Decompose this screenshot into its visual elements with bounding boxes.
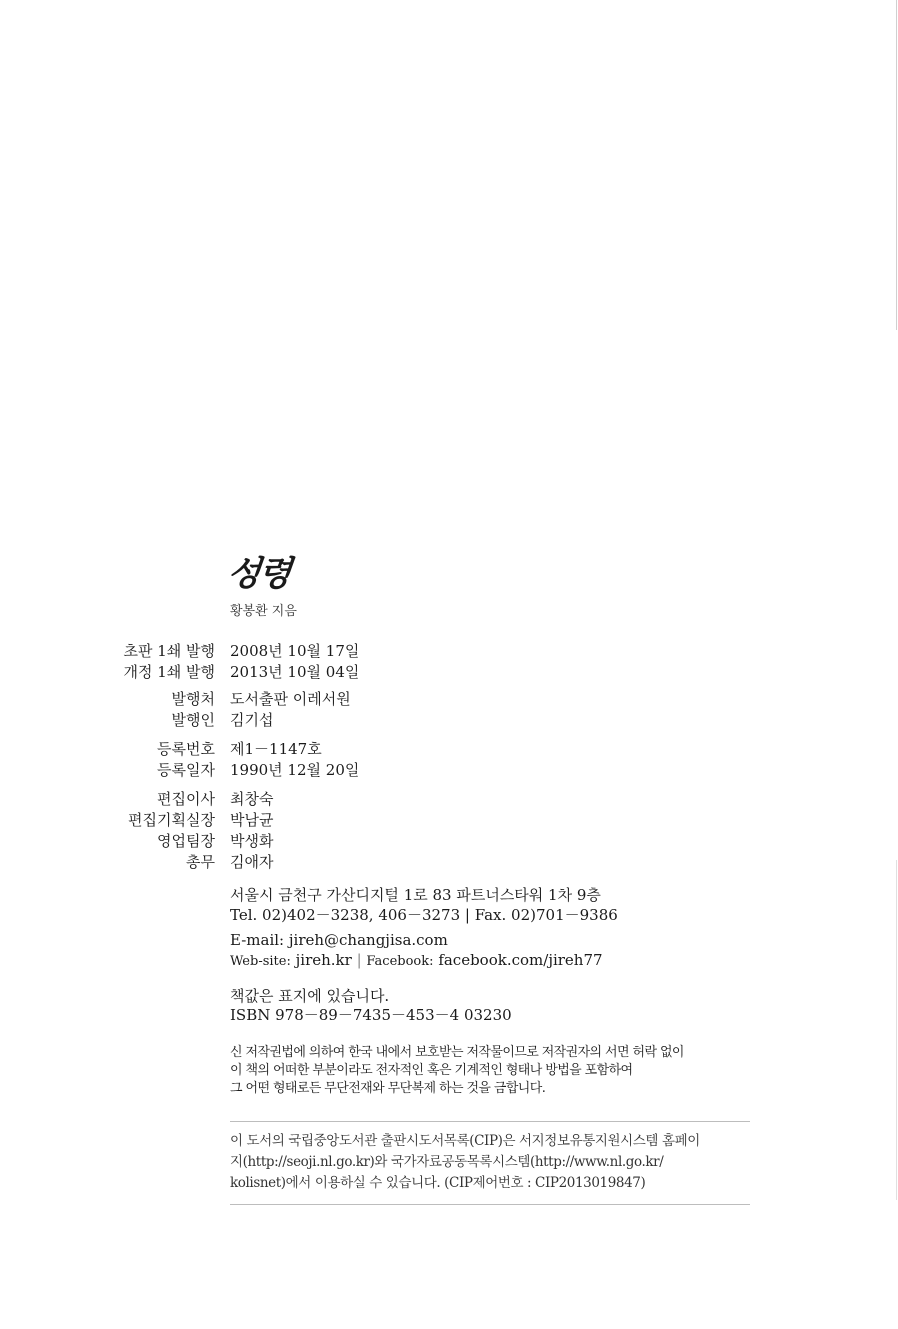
colophon-row: [0, 759, 700, 781]
colophon-row: [0, 688, 700, 710]
isbn: ISBN 978－89－7435－453－4 03230: [230, 1006, 512, 1024]
colophon-value: 2008년 10월 17일: [230, 642, 360, 660]
price-note: 책값은 표지에 있습니다.: [230, 987, 390, 1005]
facebook-link[interactable]: facebook.com/jireh77: [438, 951, 603, 969]
cip-notice: [230, 1131, 750, 1194]
author-line: 황봉환 지음: [230, 604, 297, 619]
colophon-label: 총무: [186, 853, 215, 871]
book-title-logo: 성령: [225, 554, 292, 594]
colophon-label: 등록일자: [157, 761, 215, 779]
web-link[interactable]: jireh.kr: [295, 951, 352, 969]
colophon-label: 개정 1쇄 발행: [123, 663, 215, 681]
colophon-label: 영업팀장: [157, 832, 215, 850]
colophon-row: [0, 830, 700, 852]
colophon-label: 등록번호: [157, 740, 215, 758]
cip-line: 지(http://seoji.nl.go.kr)와 국가자료공동목록시스템(http://www.nl.go.kr/: [230, 1154, 664, 1170]
copyright-line: 그 어떤 형태로든 무단전재와 무단복제 하는 것을 금합니다.: [230, 1081, 546, 1096]
copyright-line: 이 책의 어떠한 부분이라도 전자적인 혹은 기계적인 형태나 방법을 포함하여: [230, 1063, 633, 1078]
colophon-value: 박생화: [230, 832, 274, 850]
colophon-value: 2013년 10월 04일: [230, 663, 360, 681]
facebook-label: Facebook:: [366, 954, 434, 969]
cip-line: kolisnet)에서 이용하실 수 있습니다. (CIP제어번호 : CIP2013019847): [230, 1175, 646, 1191]
web-label: Web-site:: [230, 954, 291, 969]
colophon-value: 최창숙: [230, 790, 274, 808]
colophon-value: 1990년 12월 20일: [230, 761, 360, 779]
colophon-label: 발행인: [171, 711, 215, 729]
colophon-row: [0, 851, 700, 873]
tel-fax-line: Tel. 02)402－3238, 406－3273 | Fax. 02)701－9386: [230, 906, 618, 924]
colophon-label: 편집기획실장: [128, 811, 215, 829]
page-edge-line: [896, 0, 897, 330]
copyright-line: 신 저작권법에 의하여 한국 내에서 보호받는 저작물이므로 저작권자의 서면 허락 없이: [230, 1045, 684, 1060]
colophon-label: 발행처: [171, 690, 215, 708]
colophon-row: [0, 661, 700, 683]
colophon-label: 초판 1쇄 발행: [123, 642, 215, 660]
colophon-row: [0, 709, 700, 731]
colophon-value: 제1－1147호: [230, 740, 322, 758]
web-line: Web-site: jireh.kr | Facebook: facebook.com/jireh77: [230, 951, 603, 969]
colophon-row: [0, 788, 700, 810]
colophon-value: 김기섭: [230, 711, 274, 729]
divider: [230, 1121, 750, 1122]
email-line: E-mail: jireh@changjisa.com: [230, 931, 448, 949]
address-line: 서울시 금천구 가산디지털 1로 83 파트너스타워 1차 9층: [230, 886, 601, 904]
divider: [230, 1204, 750, 1205]
colophon-row: [0, 809, 700, 831]
colophon-value: 도서출판 이레서원: [230, 690, 351, 708]
colophon-row: [0, 640, 700, 662]
colophon-value: 김애자: [230, 853, 274, 871]
colophon-row: [0, 738, 700, 760]
colophon-label: 편집이사: [157, 790, 215, 808]
colophon-value: 박남균: [230, 811, 274, 829]
page-edge-line: [896, 860, 897, 1200]
cip-line: 이 도서의 국립중앙도서관 출판시도서목록(CIP)은 서지정보유통지원시스템 홈페이: [230, 1133, 700, 1149]
